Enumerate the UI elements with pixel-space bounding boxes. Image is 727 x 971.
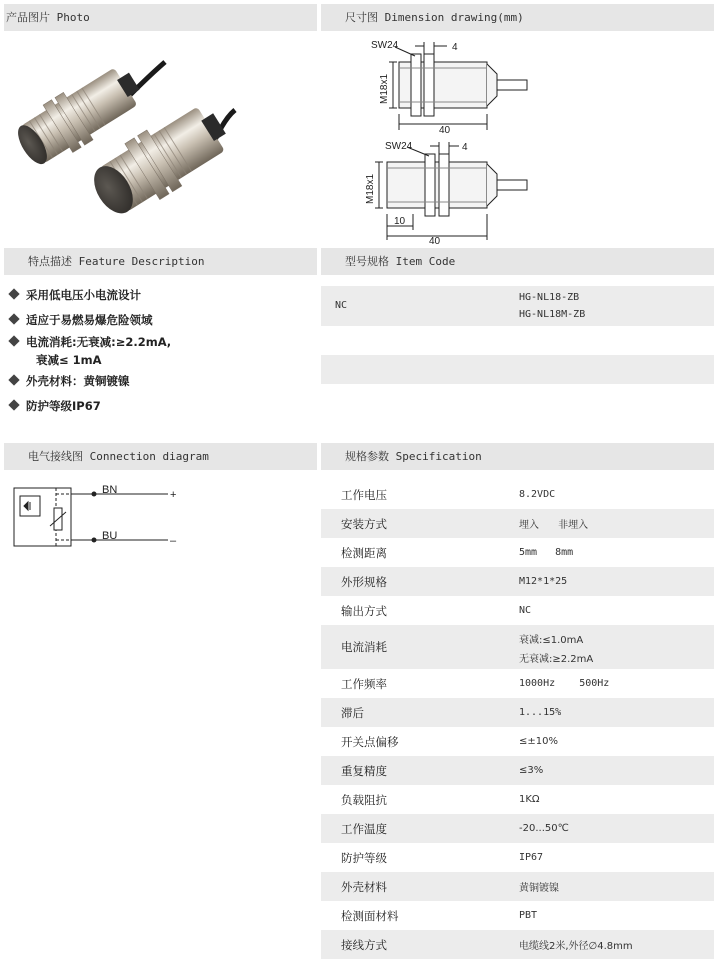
spec-row xyxy=(321,698,714,727)
spec-key: 开关点偏移 xyxy=(341,734,399,749)
item-code-type: NC xyxy=(335,300,348,311)
item-code-row xyxy=(321,286,714,326)
dimension-top xyxy=(389,42,527,130)
diamond-bullet-icon xyxy=(8,374,19,385)
spec-key: 外形规格 xyxy=(341,574,387,589)
spec-value: ≤±10% xyxy=(519,736,558,747)
section-header-feature xyxy=(4,248,317,275)
feature-text: 外壳材料：黄铜镀镍 xyxy=(26,374,130,388)
spec-key: 电流消耗 xyxy=(341,640,387,654)
spec-key: 安装方式 xyxy=(341,516,387,531)
spec-row xyxy=(321,901,714,930)
spec-key: 外壳材料 xyxy=(341,879,387,894)
header-cn: 规格参数 xyxy=(345,450,389,463)
feature-item-continued xyxy=(36,352,102,368)
section-header-photo xyxy=(4,4,317,31)
spec-key: 检测距离 xyxy=(341,545,387,560)
item-code-row-empty xyxy=(321,355,714,384)
spec-value: 埋入 非埋入 xyxy=(519,520,589,531)
section-header-item-code xyxy=(321,248,714,275)
header-cn: 产品图片 xyxy=(6,11,50,24)
spec-row xyxy=(321,567,714,596)
dim-bottom-length-label: 40 xyxy=(429,236,441,244)
spec-value: 1000Hz 500Hz xyxy=(519,678,610,689)
spec-key: 工作温度 xyxy=(341,821,387,836)
spec-row xyxy=(321,785,714,814)
item-code-value: HG-NL18-ZB xyxy=(519,292,580,303)
spec-value: 黄铜镀镍 xyxy=(519,883,559,894)
spec-value: 电缆线2米,外径∅4.8mm xyxy=(519,941,633,952)
spec-row xyxy=(321,625,714,669)
spec-key: 滞后 xyxy=(341,705,364,720)
feature-item xyxy=(10,312,153,328)
header-en: Photo xyxy=(56,11,90,24)
wire-minus-label: – xyxy=(170,535,177,547)
spec-row xyxy=(321,538,714,567)
dim-bottom-offset-label: 10 xyxy=(394,216,406,227)
spec-row xyxy=(321,930,714,959)
feature-text: 电流消耗:无衰减:≥2.2mA, xyxy=(26,335,172,349)
wire-bu-label: BU xyxy=(102,530,118,542)
spec-key: 重复精度 xyxy=(341,763,387,778)
spec-value: -20...50℃ xyxy=(519,823,569,834)
spec-row xyxy=(321,596,714,625)
header-cn: 型号规格 xyxy=(345,255,389,268)
feature-item xyxy=(10,334,171,350)
spec-key: 工作频率 xyxy=(341,676,387,691)
connection-diagram xyxy=(10,480,210,555)
dim-top-sw-label: SW24 xyxy=(371,40,399,51)
feature-item xyxy=(10,398,101,414)
diamond-bullet-icon xyxy=(8,335,19,346)
header-en: Specification xyxy=(395,450,482,463)
header-en: Item Code xyxy=(395,255,456,268)
spec-row xyxy=(321,480,714,509)
diamond-bullet-icon xyxy=(8,288,19,299)
spec-value: NC xyxy=(519,605,532,616)
spec-key: 防护等级 xyxy=(341,850,387,865)
spec-key: 输出方式 xyxy=(341,603,387,618)
feature-text: 适应于易燃易爆危险领域 xyxy=(26,313,153,327)
spec-value: M12*1*25 xyxy=(519,576,568,587)
diamond-bullet-icon xyxy=(8,399,19,410)
dim-bottom-sw-label: SW24 xyxy=(385,141,413,152)
spec-row xyxy=(321,872,714,901)
spec-key: 检测面材料 xyxy=(341,908,399,923)
diamond-bullet-icon xyxy=(8,313,19,324)
section-header-dimension xyxy=(321,4,714,31)
spec-key: 负载阻抗 xyxy=(341,792,387,807)
spec-row xyxy=(321,727,714,756)
dimension-drawing xyxy=(355,34,555,244)
wire-plus-label: + xyxy=(170,489,177,501)
feature-text: 采用低电压小电流设计 xyxy=(26,288,141,302)
dim-bottom-thread-label: M18x1 xyxy=(365,173,376,204)
spec-key: 工作电压 xyxy=(341,487,387,502)
spec-value: 无衰减:≥2.2mA xyxy=(519,654,594,665)
header-en: Connection diagram xyxy=(89,450,209,463)
spec-value: 8.2VDC xyxy=(519,489,556,500)
feature-text: 防护等级IP67 xyxy=(26,399,101,413)
header-cn: 尺寸图 xyxy=(345,11,378,24)
dim-top-thread-label: M18x1 xyxy=(379,73,390,104)
spec-value: 5mm 8mm xyxy=(519,547,574,558)
spec-row xyxy=(321,509,714,538)
dim-top-length-label: 40 xyxy=(439,125,451,136)
section-header-specification xyxy=(321,443,714,470)
spec-row xyxy=(321,814,714,843)
spec-key: 接线方式 xyxy=(341,937,387,952)
header-en: Feature Description xyxy=(78,255,205,268)
spec-value: PBT xyxy=(519,910,538,921)
spec-value: 1KΩ xyxy=(519,794,540,805)
spec-value: ≤3% xyxy=(519,765,544,776)
section-header-connection xyxy=(4,443,317,470)
spec-row xyxy=(321,756,714,785)
spec-row xyxy=(321,843,714,872)
product-photo xyxy=(10,40,310,240)
header-cn: 特点描述 xyxy=(28,255,72,268)
spec-value: 1...15% xyxy=(519,707,562,718)
item-code-value: HG-NL18M-ZB xyxy=(519,309,586,320)
dim-bottom-nut-label: 4 xyxy=(462,142,468,153)
spec-row xyxy=(321,669,714,698)
spec-value: IP67 xyxy=(519,852,544,863)
feature-item xyxy=(10,287,141,303)
spec-value: 衰减:≤1.0mA xyxy=(519,635,584,646)
header-cn: 电气接线图 xyxy=(28,450,83,463)
feature-item xyxy=(10,373,130,389)
dim-top-nut-label: 4 xyxy=(452,42,458,53)
header-en: Dimension drawing(mm) xyxy=(384,11,524,24)
wire-bn-label: BN xyxy=(102,484,118,496)
feature-text: 衰减≤ 1mA xyxy=(36,353,102,367)
